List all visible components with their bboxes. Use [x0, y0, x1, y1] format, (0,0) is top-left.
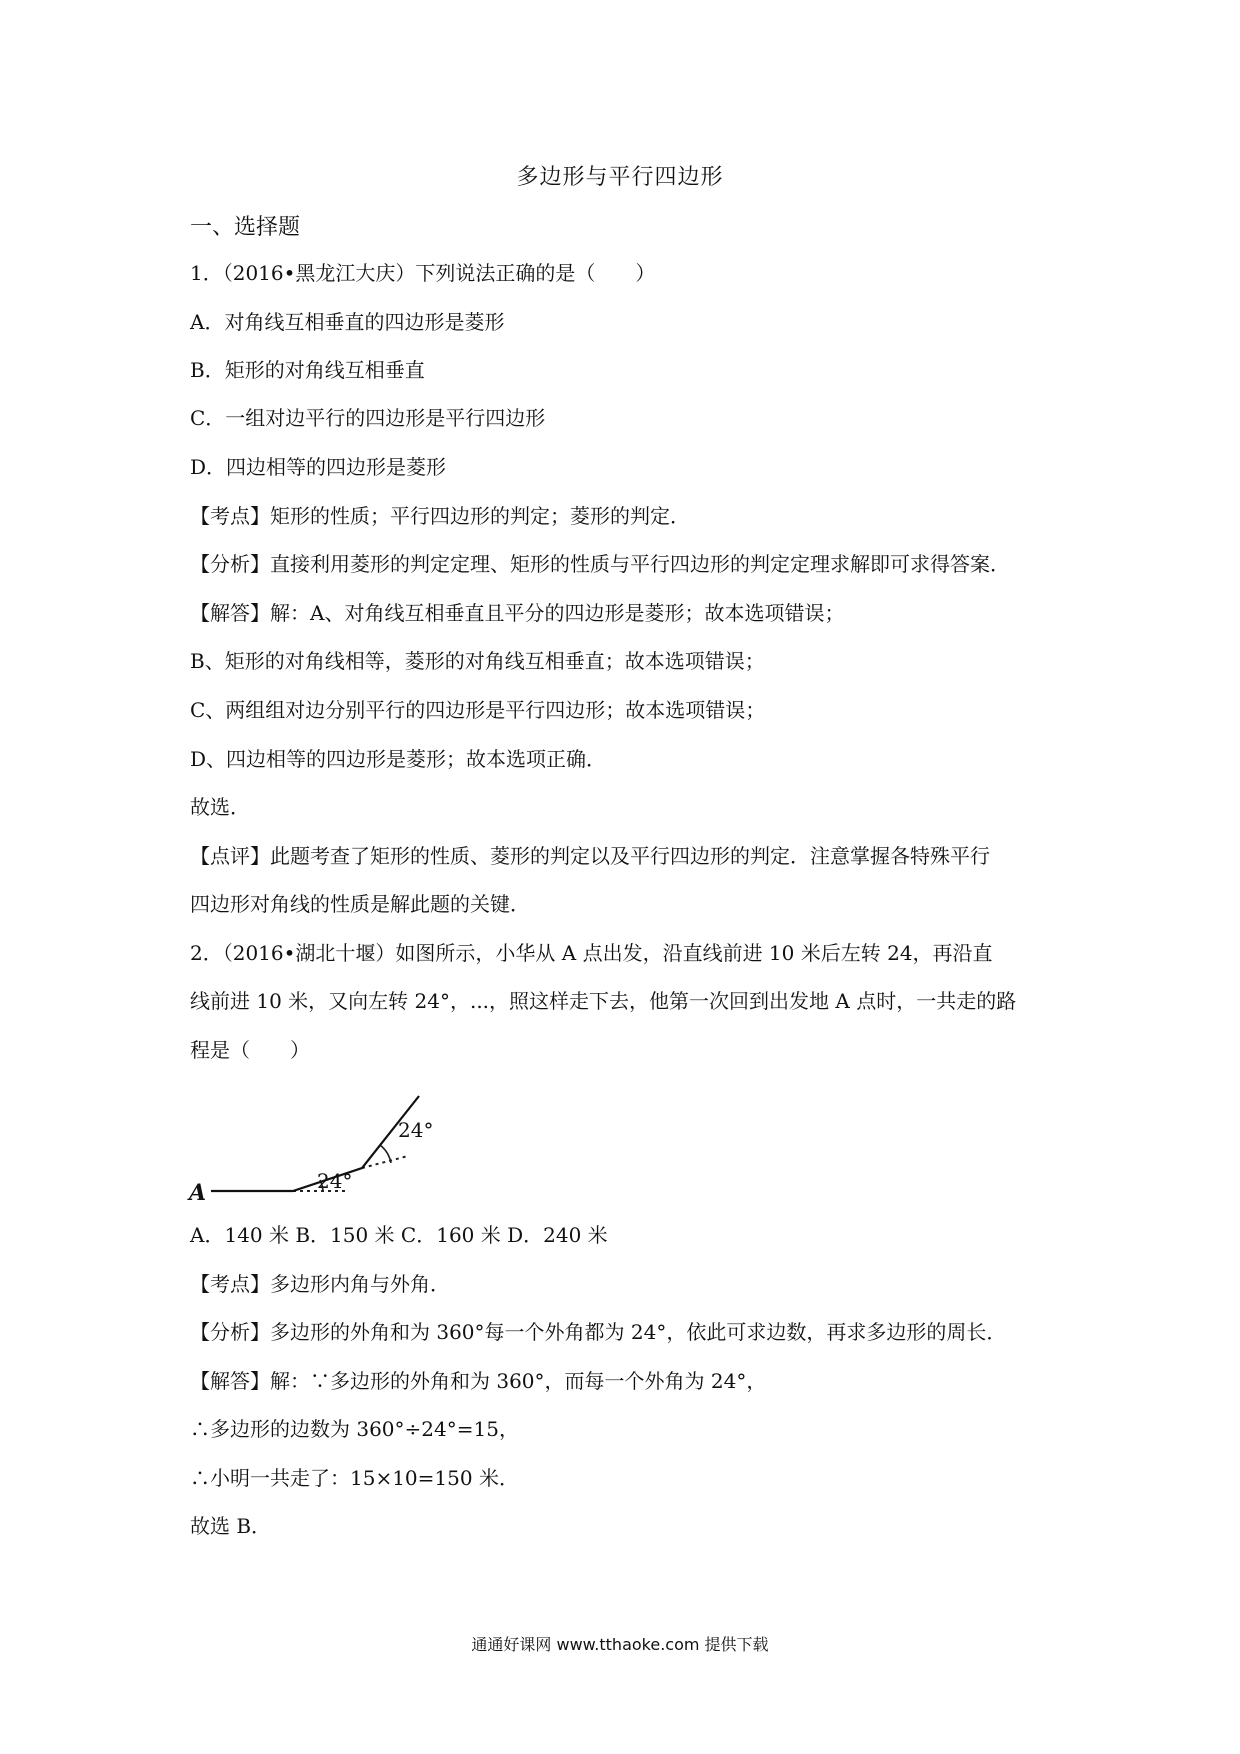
q2-answer: 故选 B． — [190, 1514, 272, 1538]
q2-jieda-line: 【解答】解：∵多边形的外角和为 360°，而每一个外角为 24°， — [190, 1369, 767, 1393]
q1-dianping-line: 【点评】此题考查了矩形的性质、菱形的判定以及平行四边形的判定．注意掌握各特殊平行 — [190, 844, 990, 868]
q1-jieda-line: C、两组组对边分别平行的四边形是平行四边形；故本选项错误； — [190, 698, 766, 722]
q2-stem-line: 程是（ ） — [190, 1038, 310, 1062]
q2-fenxi: 【分析】多边形的外角和为 360°每一个外角都为 24°，依此可求边数，再求多边形的周长． — [190, 1320, 1007, 1344]
q1-option-a: A．对角线互相垂直的四边形是菱形 — [190, 310, 505, 334]
q2-stem-line: 2．（2016•湖北十堰）如图所示，小华从 A 点出发，沿直线前进 10 米后左转 24，再沿直 — [190, 941, 993, 965]
q1-option-b: B．矩形的对角线互相垂直 — [190, 358, 425, 382]
q1-option-c: C．一组对边平行的四边形是平行四边形 — [190, 406, 546, 430]
page-title: 多边形与平行四边形 — [516, 165, 724, 190]
point-label-a: A — [189, 1180, 207, 1205]
angle-label: 24° — [317, 1169, 353, 1193]
q2-stem-line: 线前进 10 米，又向左转 24°，...，照这样走下去，他第一次回到出发地 A 点时，一共走的路 — [190, 989, 1017, 1013]
q1-answer: 故选． — [190, 795, 250, 819]
q2-kaodian: 【考点】多边形内角与外角． — [190, 1272, 450, 1296]
q1-jieda-line: 【解答】解：A、对角线互相垂直且平分的四边形是菱形；故本选项错误； — [190, 601, 845, 625]
path-figure — [186, 1090, 446, 1205]
angle-label: 24° — [398, 1118, 434, 1142]
q2-jieda-line: ∴多边形的边数为 360°÷24°=15， — [190, 1417, 519, 1441]
footer-source: 通通好课网 www.tthaoke.com 提供下载 — [471, 1635, 769, 1654]
section-heading: 一、选择题 — [190, 215, 301, 240]
q2-jieda-line: ∴小明一共走了：15×10=150 米． — [190, 1466, 519, 1490]
walking-path — [211, 1096, 419, 1191]
q1-dianping-line: 四边形对角线的性质是解此题的关键． — [190, 892, 530, 916]
q1-stem: 1．（2016•黑龙江大庆）下列说法正确的是（ ） — [190, 261, 656, 285]
q2-options: A．140 米 B．150 米 C．160 米 D．240 米 — [190, 1223, 608, 1247]
q1-fenxi: 【分析】直接利用菱形的判定定理、矩形的性质与平行四边形的判定定理求解即可求得答案． — [190, 552, 1010, 576]
q1-jieda-line: D、四边相等的四边形是菱形；故本选项正确． — [190, 747, 607, 771]
q1-jieda-line: B、矩形的对角线相等，菱形的对角线互相垂直；故本选项错误； — [190, 649, 765, 673]
q1-option-d: D．四边相等的四边形是菱形 — [190, 455, 447, 479]
q1-kaodian: 【考点】矩形的性质；平行四边形的判定；菱形的判定． — [190, 504, 690, 528]
